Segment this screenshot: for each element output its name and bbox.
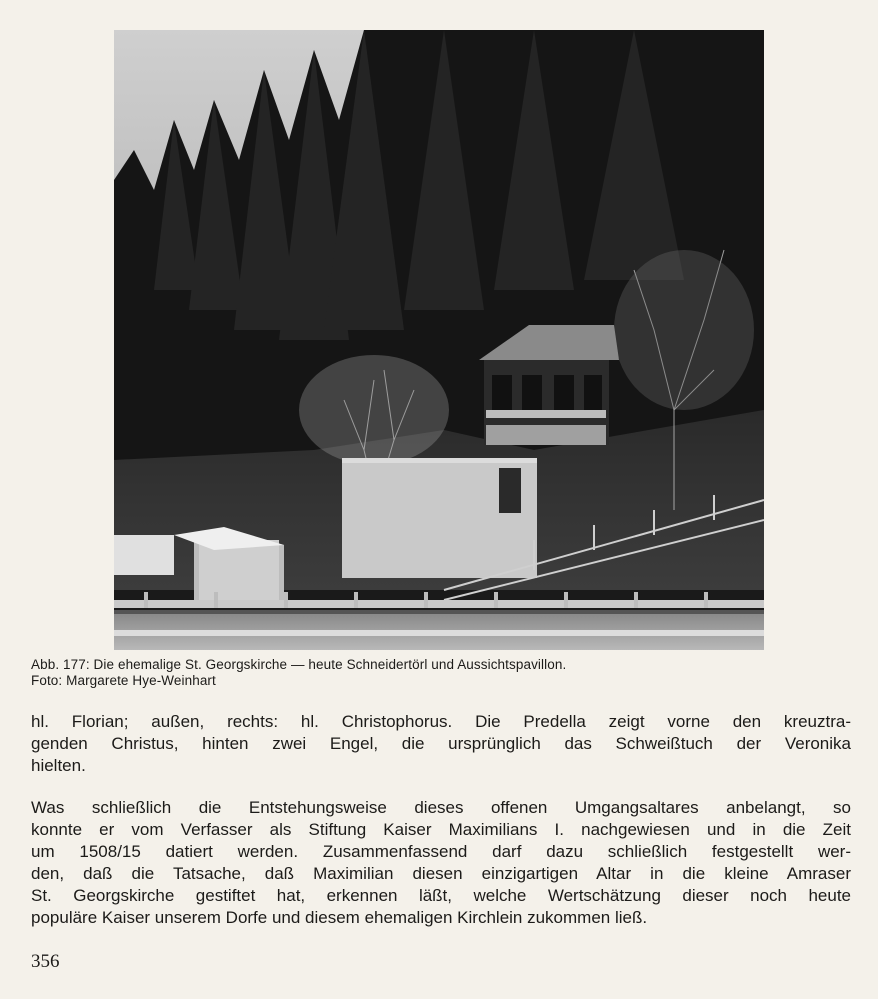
page-number: 356: [31, 951, 60, 972]
figure-photograph: [114, 30, 764, 650]
text-line: populäre Kaiser unserem Dorfe und diesem ehemaligen Kirchlein zukommen ließ.: [31, 908, 648, 927]
figure-caption: [31, 657, 851, 689]
text-line: um 1508/15 datiert werden. Zusammenfassend darf dazu schließlich festgestellt wer-: [31, 842, 851, 861]
paragraph-1: [31, 711, 851, 777]
text-line: hielten.: [31, 756, 86, 775]
paragraph-2: [31, 797, 851, 929]
photo-credit: Foto: Margarete Hye-Weinhart: [31, 673, 216, 688]
text-line: Was schließlich die Entstehungsweise dieses offenen Umgangsaltares anbelangt, so: [31, 798, 851, 817]
text-line: St. Georgskirche gestiftet hat, erkennen läßt, welche Wertschätzung dieser noch heute: [31, 886, 851, 905]
text-line: konnte er vom Verfasser als Stiftung Kaiser Maximilians I. nachgewiesen und in die Zeit: [31, 820, 851, 839]
text-line: genden Christus, hinten zwei Engel, die ursprünglich das Schweißtuch der Veronika: [31, 734, 851, 753]
text-line: den, daß die Tatsache, daß Maximilian diesen einzigartigen Altar in die kleine Amraser: [31, 864, 851, 883]
caption-text: Abb. 177: Die ehemalige St. Georgskirche — heute Schneidertörl und Aussichtspavillon.: [31, 657, 567, 672]
stone-wall: [342, 458, 537, 578]
text-line: hl. Florian; außen, rechts: hl. Christophorus. Die Predella zeigt vorne den kreuztra-: [31, 712, 851, 731]
